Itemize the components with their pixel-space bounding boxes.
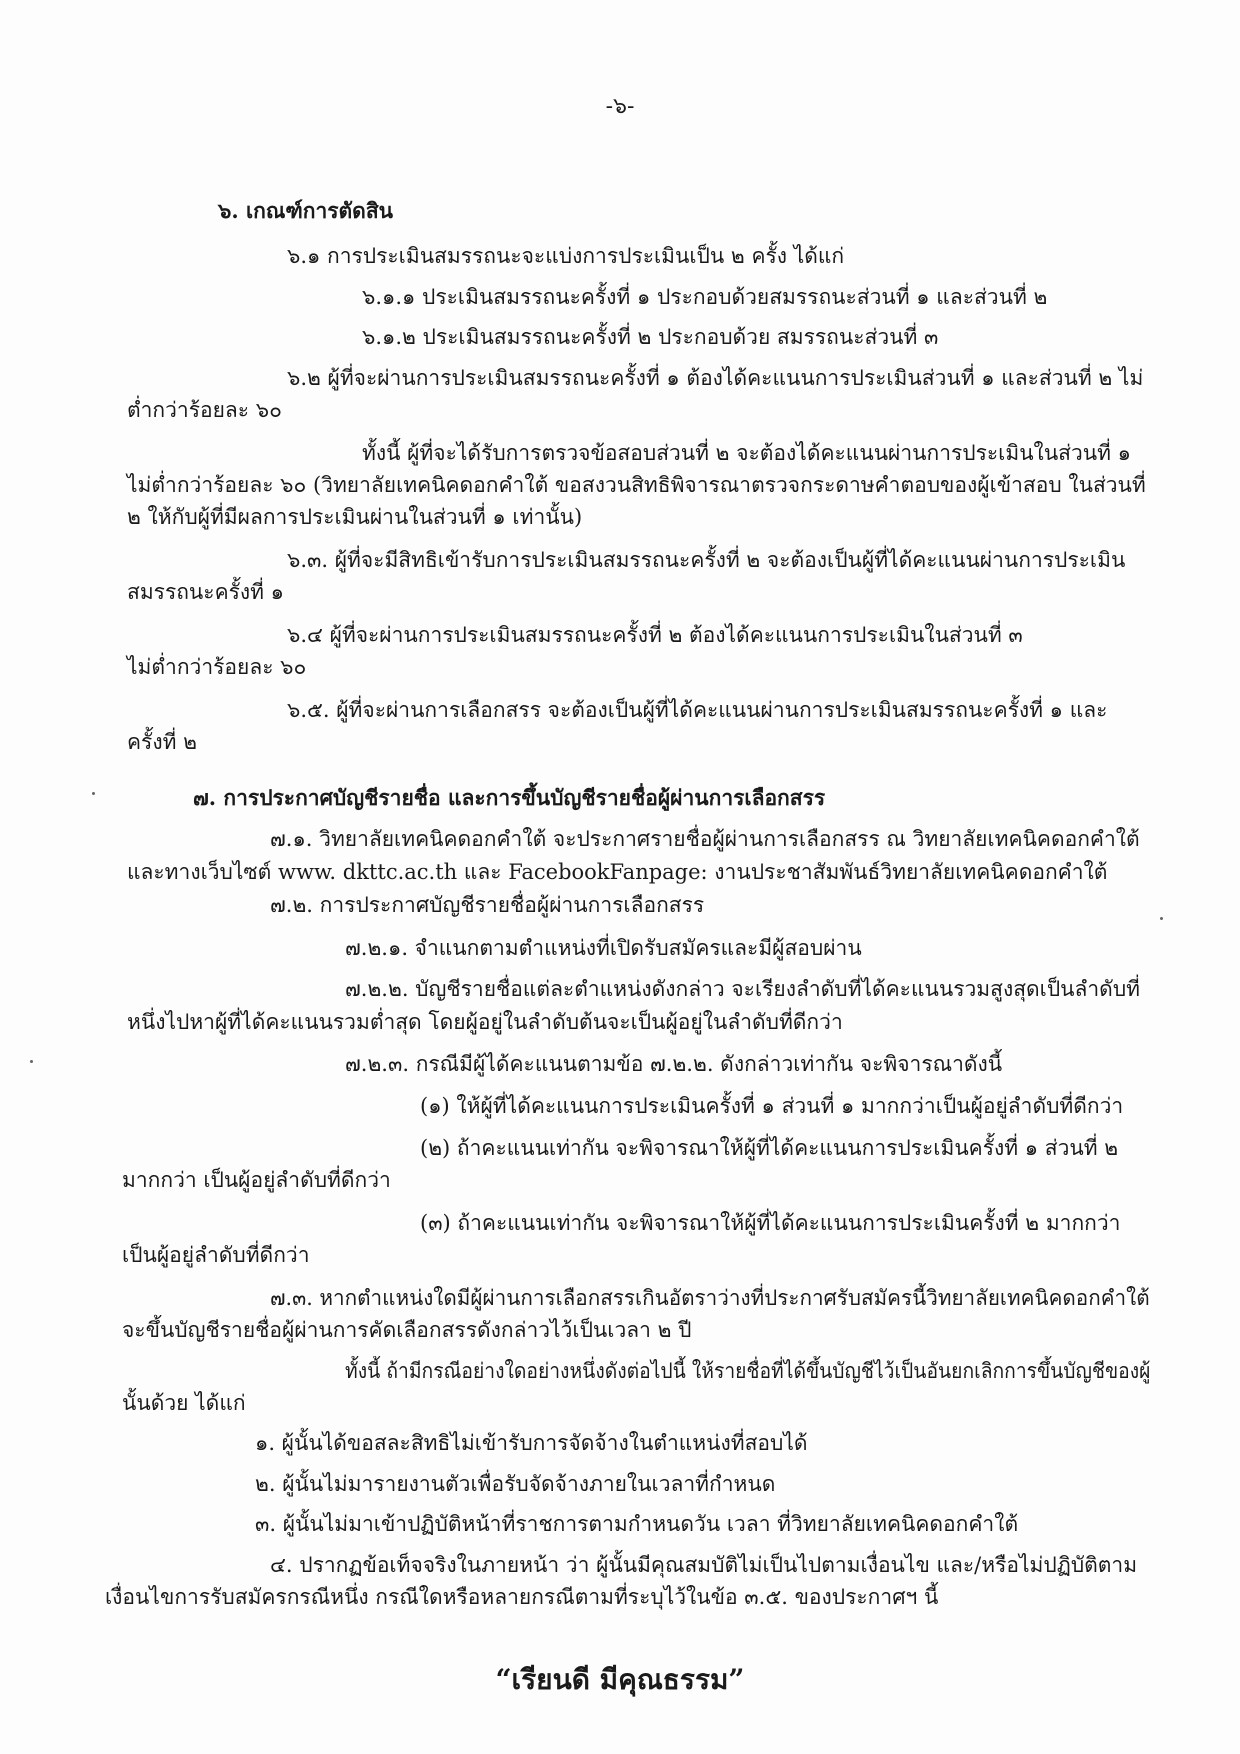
- text-line: ๖.๕. ผู้ที่จะผ่านการเลือกสรร จะต้องเป็นผู้ที่ได้คะแนนผ่านการประเมินสมรรถนะครั้งที่ ๑ และ: [287, 698, 1108, 722]
- section-heading: ๖. เกณฑ์การตัดสิน: [218, 198, 393, 223]
- text-line: ๗.๒.๓. กรณีมีผู้ได้คะแนนตามข้อ ๗.๒.๒. ดังกล่าวเท่ากัน จะพิจารณาดังนี้: [345, 1052, 1003, 1076]
- text-line: ๗.๓. หากตำแหน่งใดมีผู้ผ่านการเลือกสรรเกินอัตราว่างที่ประกาศรับสมัครนี้วิทยาลัยเทคนิคดอกคำใต้: [270, 1286, 1150, 1310]
- scan-speck: [92, 792, 95, 795]
- text-line: ๒. ผู้นั้นไม่มารายงานตัวเพื่อรับจัดจ้างภายในเวลาที่กำหนด: [255, 1472, 776, 1496]
- text-line: จะขึ้นบัญชีรายชื่อผู้ผ่านการคัดเลือกสรรดังกล่าวไว้เป็นเวลา ๒ ปี: [122, 1318, 692, 1342]
- text-line: ๗.๒.๑. จำแนกตามตำแหน่งที่เปิดรับสมัครและมีผู้สอบผ่าน: [345, 936, 862, 960]
- scan-speck: [1160, 917, 1163, 920]
- text-line: ๖.๑.๑ ประเมินสมรรถนะครั้งที่ ๑ ประกอบด้วยสมรรถนะส่วนที่ ๑ และส่วนที่ ๒: [362, 285, 1048, 309]
- text-line: หนึ่งไปหาผู้ที่ได้คะแนนรวมต่ำสุด โดยผู้อยู่ในลำดับต้นจะเป็นผู้อยู่ในลำดับที่ดีกว่า: [127, 1010, 843, 1034]
- text-line: ๖.๓. ผู้ที่จะมีสิทธิเข้ารับการประเมินสมรรถนะครั้งที่ ๒ จะต้องเป็นผู้ที่ได้คะแนนผ่านการประเมิน: [287, 548, 1126, 572]
- text-line: ทั้งนี้ ถ้ามีกรณีอย่างใดอย่างหนึ่งดังต่อไปนี้ ให้รายชื่อที่ได้ขึ้นบัญชีไว้เป็นอันยกเลิกการขึ้นบัญชีของผู้: [345, 1359, 1151, 1383]
- text-line: ๖.๔ ผู้ที่จะผ่านการประเมินสมรรถนะครั้งที่ ๒ ต้องได้คะแนนการประเมินในส่วนที่ ๓: [287, 623, 1023, 647]
- text-line: ไม่ต่ำกว่าร้อยละ ๖๐ (วิทยาลัยเทคนิคดอกคำใต้ ขอสงวนสิทธิพิจารณาตรวจกระดาษคำตอบของผู้เข้าสอบ ในส่วนที่: [127, 473, 1146, 497]
- text-line: ๗.๒. การประกาศบัญชีรายชื่อผู้ผ่านการเลือกสรร: [270, 893, 705, 917]
- text-line: (๒) ถ้าคะแนนเท่ากัน จะพิจารณาให้ผู้ที่ได้คะแนนการประเมินครั้งที่ ๑ ส่วนที่ ๒: [420, 1136, 1119, 1160]
- text-line: เป็นผู้อยู่ลำดับที่ดีกว่า: [122, 1243, 310, 1267]
- section-heading: ๗. การประกาศบัญชีรายชื่อ และการขึ้นบัญชีรายชื่อผู้ผ่านการเลือกสรร: [193, 785, 826, 810]
- text-line: (๑) ให้ผู้ที่ได้คะแนนการประเมินครั้งที่ ๑ ส่วนที่ ๑ มากกว่าเป็นผู้อยู่ลำดับที่ดีกว่า: [420, 1094, 1124, 1118]
- text-line: ต่ำกว่าร้อยละ ๖๐: [127, 398, 282, 422]
- text-line: (๓) ถ้าคะแนนเท่ากัน จะพิจารณาให้ผู้ที่ได้คะแนนการประเมินครั้งที่ ๒ มากกว่า: [420, 1211, 1121, 1235]
- text-line: ครั้งที่ ๒: [127, 730, 197, 754]
- text-line: ๗.๒.๒. บัญชีรายชื่อแต่ละตำแหน่งดังกล่าว จะเรียงลำดับที่ได้คะแนนรวมสูงสุดเป็นลำดับที่: [345, 977, 1140, 1001]
- text-line: และทางเว็บไซต์ www. dkttc.ac.th และ FacebookFanpage: งานประชาสัมพันธ์วิทยาลัยเทคนิคดอกคำใต้: [127, 860, 1108, 884]
- motto: “เรียนดี มีคุณธรรม”: [495, 1663, 745, 1696]
- text-line: ๑. ผู้นั้นได้ขอสละสิทธิไม่เข้ารับการจัดจ้างในตำแหน่งที่สอบได้: [255, 1431, 808, 1455]
- text-line: ทั้งนี้ ผู้ที่จะได้รับการตรวจข้อสอบส่วนที่ ๒ จะต้องได้คะแนนผ่านการประเมินในส่วนที่ ๑: [362, 441, 1131, 465]
- text-line: ๗.๑. วิทยาลัยเทคนิคดอกคำใต้ จะประกาศรายชื่อผู้ผ่านการเลือกสรร ณ วิทยาลัยเทคนิคดอกคำใต้: [270, 827, 1140, 851]
- page-number: -๖-: [605, 94, 635, 119]
- scan-speck: [30, 1060, 33, 1063]
- text-line: ๔. ปรากฏข้อเท็จจริงในภายหน้า ว่า ผู้นั้นมีคุณสมบัติไม่เป็นไปตามเงื่อนไข และ/หรือไม่ปฏิบัติตาม: [270, 1553, 1138, 1577]
- text-line: ๓. ผู้นั้นไม่มาเข้าปฏิบัติหน้าที่ราชการตามกำหนดวัน เวลา ที่วิทยาลัยเทคนิคดอกคำใต้: [255, 1512, 1019, 1536]
- text-line: เงื่อนไขการรับสมัครกรณีหนึ่ง กรณีใดหรือหลายกรณีตามที่ระบุไว้ในข้อ ๓.๕. ของประกาศฯ นี้: [105, 1585, 939, 1609]
- text-line: ๖.๑.๒ ประเมินสมรรถนะครั้งที่ ๒ ประกอบด้วย สมรรถนะส่วนที่ ๓: [362, 325, 939, 349]
- text-line: ๖.๑ การประเมินสมรรถนะจะแบ่งการประเมินเป็น ๒ ครั้ง ได้แก่: [287, 244, 845, 268]
- text-line: มากกว่า เป็นผู้อยู่ลำดับที่ดีกว่า: [122, 1168, 391, 1192]
- text-line: ๖.๒ ผู้ที่จะผ่านการประเมินสมรรถนะครั้งที่ ๑ ต้องได้คะแนนการประเมินส่วนที่ ๑ และส่วนที่ ๒ ไม่: [287, 366, 1144, 390]
- text-line: ไม่ต่ำกว่าร้อยละ ๖๐: [127, 655, 307, 679]
- text-line: ๒ ให้กับผู้ที่มีผลการประเมินผ่านในส่วนที่ ๑ เท่านั้น): [127, 505, 583, 529]
- text-line: สมรรถนะครั้งที่ ๑: [127, 580, 284, 604]
- text-line: นั้นด้วย ได้แก่: [122, 1391, 246, 1415]
